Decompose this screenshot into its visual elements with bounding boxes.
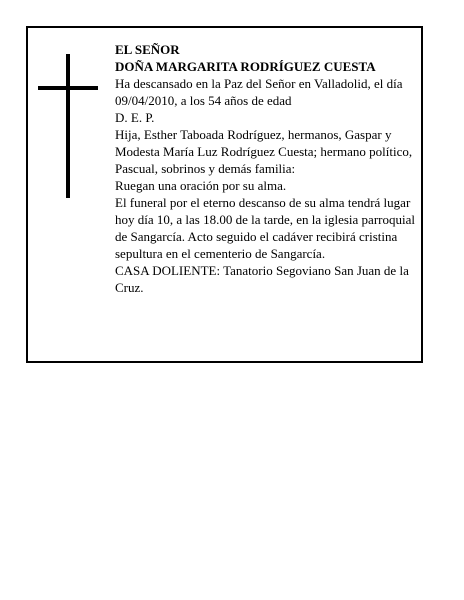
prayer-request: Ruegan una oración por su alma. (115, 178, 287, 193)
deceased-name: DOÑA MARGARITA RODRÍGUEZ CUESTA (115, 59, 376, 74)
cross-vertical-bar (66, 54, 70, 198)
dep-line: D. E. P. (115, 110, 155, 125)
honorific-line: EL SEÑOR (115, 42, 180, 57)
funeral-details: El funeral por el eterno descanso de su alma tendrá lugar hoy día 10, a las 18.00 de la tarde, en la iglesia parroquial de Sangarcía. Acto seguido el cadáver recibirá cristina sepultura en el cementerio de Sangarcía. (115, 195, 415, 261)
family-members: Hija, Esther Taboada Rodríguez, hermanos, Gaspar y Modesta María Luz Rodríguez Cuesta; hermano político, Pascual, sobrinos y demás familia: (115, 127, 413, 176)
death-details: Ha descansado en la Paz del Señor en Valladolid, el día 09/04/2010, a los 54 años de edad (115, 76, 403, 108)
obituary-text (115, 41, 421, 296)
mourning-house: CASA DOLIENTE: Tanatorio Segoviano San Juan de la Cruz. (115, 263, 409, 295)
obituary-notice (26, 26, 423, 363)
cross-horizontal-bar (38, 86, 98, 90)
cross-icon (38, 54, 98, 198)
